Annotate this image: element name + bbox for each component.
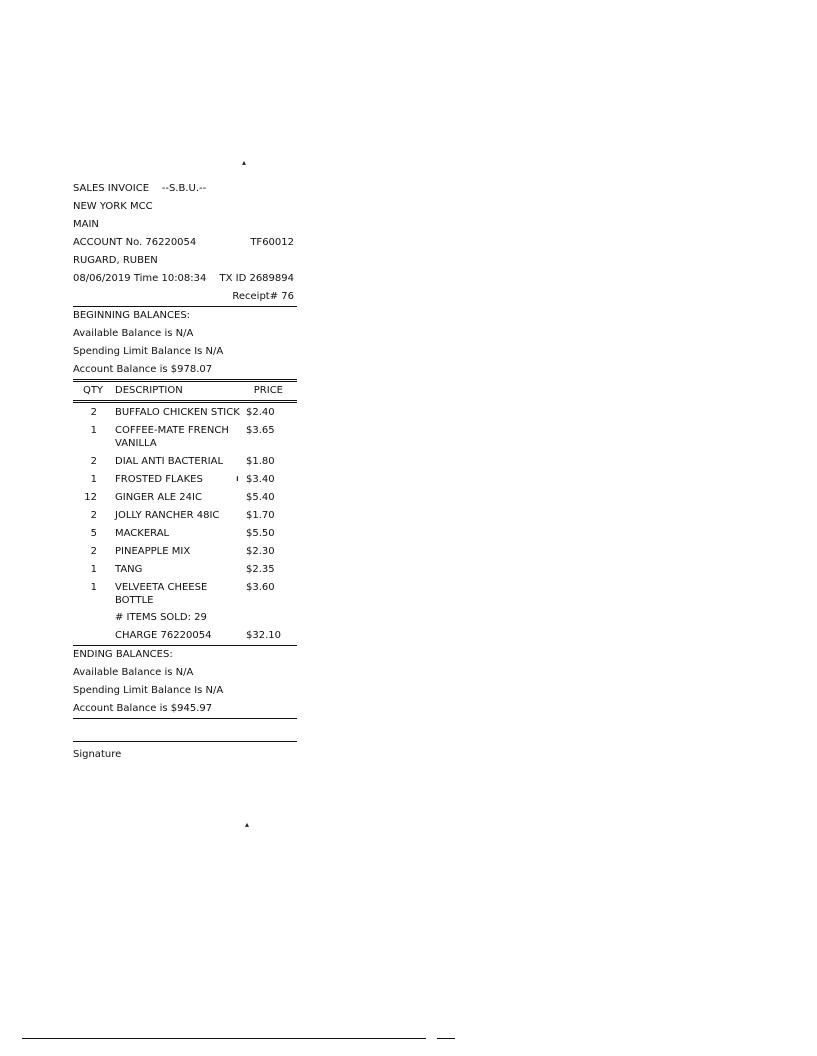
- receipt-number: Receipt# 76: [232, 291, 294, 302]
- beginning-available-balance: Available Balance is N/A: [73, 328, 194, 339]
- transaction-datetime: 08/06/2019 Time 10:08:34: [73, 273, 207, 284]
- sbu-label: --S.B.U.--: [161, 183, 207, 194]
- item-description: VELVEETA CHEESE BOTTLE: [115, 582, 208, 606]
- beginning-account-balance: Account Balance is $978.07: [73, 364, 213, 375]
- item-qty: 2: [90, 510, 97, 521]
- ending-spending-limit: Spending Limit Balance Is N/A: [73, 685, 224, 696]
- table-row: [73, 403, 297, 421]
- item-price: $2.40: [246, 407, 275, 418]
- item-description: FROSTED FLAKES: [115, 474, 203, 485]
- item-price: $3.65: [246, 425, 275, 436]
- account-number: ACCOUNT No. 76220054: [73, 237, 197, 248]
- table-row: [73, 560, 297, 578]
- terminal-id: TF60012: [250, 237, 294, 248]
- receipt-line: [73, 288, 297, 306]
- table-row: [73, 488, 297, 506]
- item-qty: 1: [90, 425, 97, 436]
- item-description: DIAL ANTI BACTERIAL: [115, 456, 224, 467]
- table-row: [73, 578, 297, 609]
- item-qty: 1: [90, 474, 97, 485]
- item-price: $3.40: [246, 474, 275, 485]
- location-name: MAIN: [73, 219, 99, 230]
- facility-name: NEW YORK MCC: [73, 201, 153, 212]
- table-row: [73, 470, 297, 488]
- spacer: [73, 627, 113, 645]
- item-qty: 1: [90, 564, 97, 575]
- invoice-title: SALES INVOICE: [73, 183, 150, 194]
- items-table-body: [73, 403, 297, 609]
- item-description: PINEAPPLE MIX: [115, 546, 191, 557]
- item-price: $5.40: [246, 492, 275, 503]
- item-price: $3.60: [246, 582, 275, 593]
- item-qty: 2: [90, 456, 97, 467]
- page-bottom-rule: [22, 1038, 426, 1039]
- item-qty: 12: [84, 492, 97, 503]
- item-price: $2.30: [246, 546, 275, 557]
- charge-amount: $32.10: [246, 630, 281, 641]
- charge-account: CHARGE 76220054: [115, 630, 212, 641]
- ending-balances-title: ENDING BALANCES:: [73, 649, 173, 660]
- scan-speck: ╻: [235, 472, 240, 481]
- account-line: [73, 234, 297, 252]
- item-price: $1.80: [246, 456, 275, 467]
- description-column-header: DESCRIPTION: [115, 385, 183, 396]
- item-description: COFFEE-MATE FRENCH VANILLA: [115, 425, 229, 449]
- sales-invoice-receipt: [73, 180, 297, 762]
- page-bottom-rule-fragment: [437, 1038, 455, 1039]
- scan-speck: ▴: [245, 820, 250, 829]
- beginning-balances-title: BEGINNING BALANCES:: [73, 310, 191, 321]
- item-description: JOLLY RANCHER 48IC: [115, 510, 220, 521]
- items-table-header: [73, 382, 297, 400]
- table-row: [73, 421, 297, 452]
- table-row: [73, 452, 297, 470]
- ending-available-balance: Available Balance is N/A: [73, 667, 194, 678]
- items-sold-row: [73, 609, 297, 627]
- item-qty: 5: [90, 528, 97, 539]
- signature-line: [73, 741, 297, 742]
- item-qty: 2: [90, 546, 97, 557]
- table-row: [73, 524, 297, 542]
- table-row: [73, 542, 297, 560]
- ending-account-balance: Account Balance is $945.97: [73, 703, 213, 714]
- divider: [73, 718, 297, 719]
- datetime-line: [73, 270, 297, 288]
- item-description: MACKERAL: [115, 528, 170, 539]
- item-qty: 1: [90, 582, 97, 593]
- invoice-title-line: [73, 180, 297, 198]
- item-description: BUFFALO CHICKEN STICK: [115, 407, 240, 418]
- item-description: TANG: [115, 564, 143, 575]
- beginning-spending-limit: Spending Limit Balance Is N/A: [73, 346, 224, 357]
- charge-row: [73, 627, 297, 645]
- price-column-header: PRICE: [253, 385, 283, 396]
- item-price: $2.35: [246, 564, 275, 575]
- signature-label: Signature: [73, 749, 122, 760]
- items-sold-count: # ITEMS SOLD: 29: [115, 612, 207, 623]
- scan-speck: ▴: [242, 158, 247, 167]
- spacer: [73, 609, 113, 627]
- customer-name: RUGARD, RUBEN: [73, 255, 158, 266]
- item-price: $1.70: [246, 510, 275, 521]
- table-row: [73, 506, 297, 524]
- transaction-id: TX ID 2689894: [219, 273, 294, 284]
- qty-column-header: QTY: [82, 385, 104, 396]
- item-qty: 2: [90, 407, 97, 418]
- item-price: $5.50: [246, 528, 275, 539]
- item-description: GINGER ALE 24IC: [115, 492, 202, 503]
